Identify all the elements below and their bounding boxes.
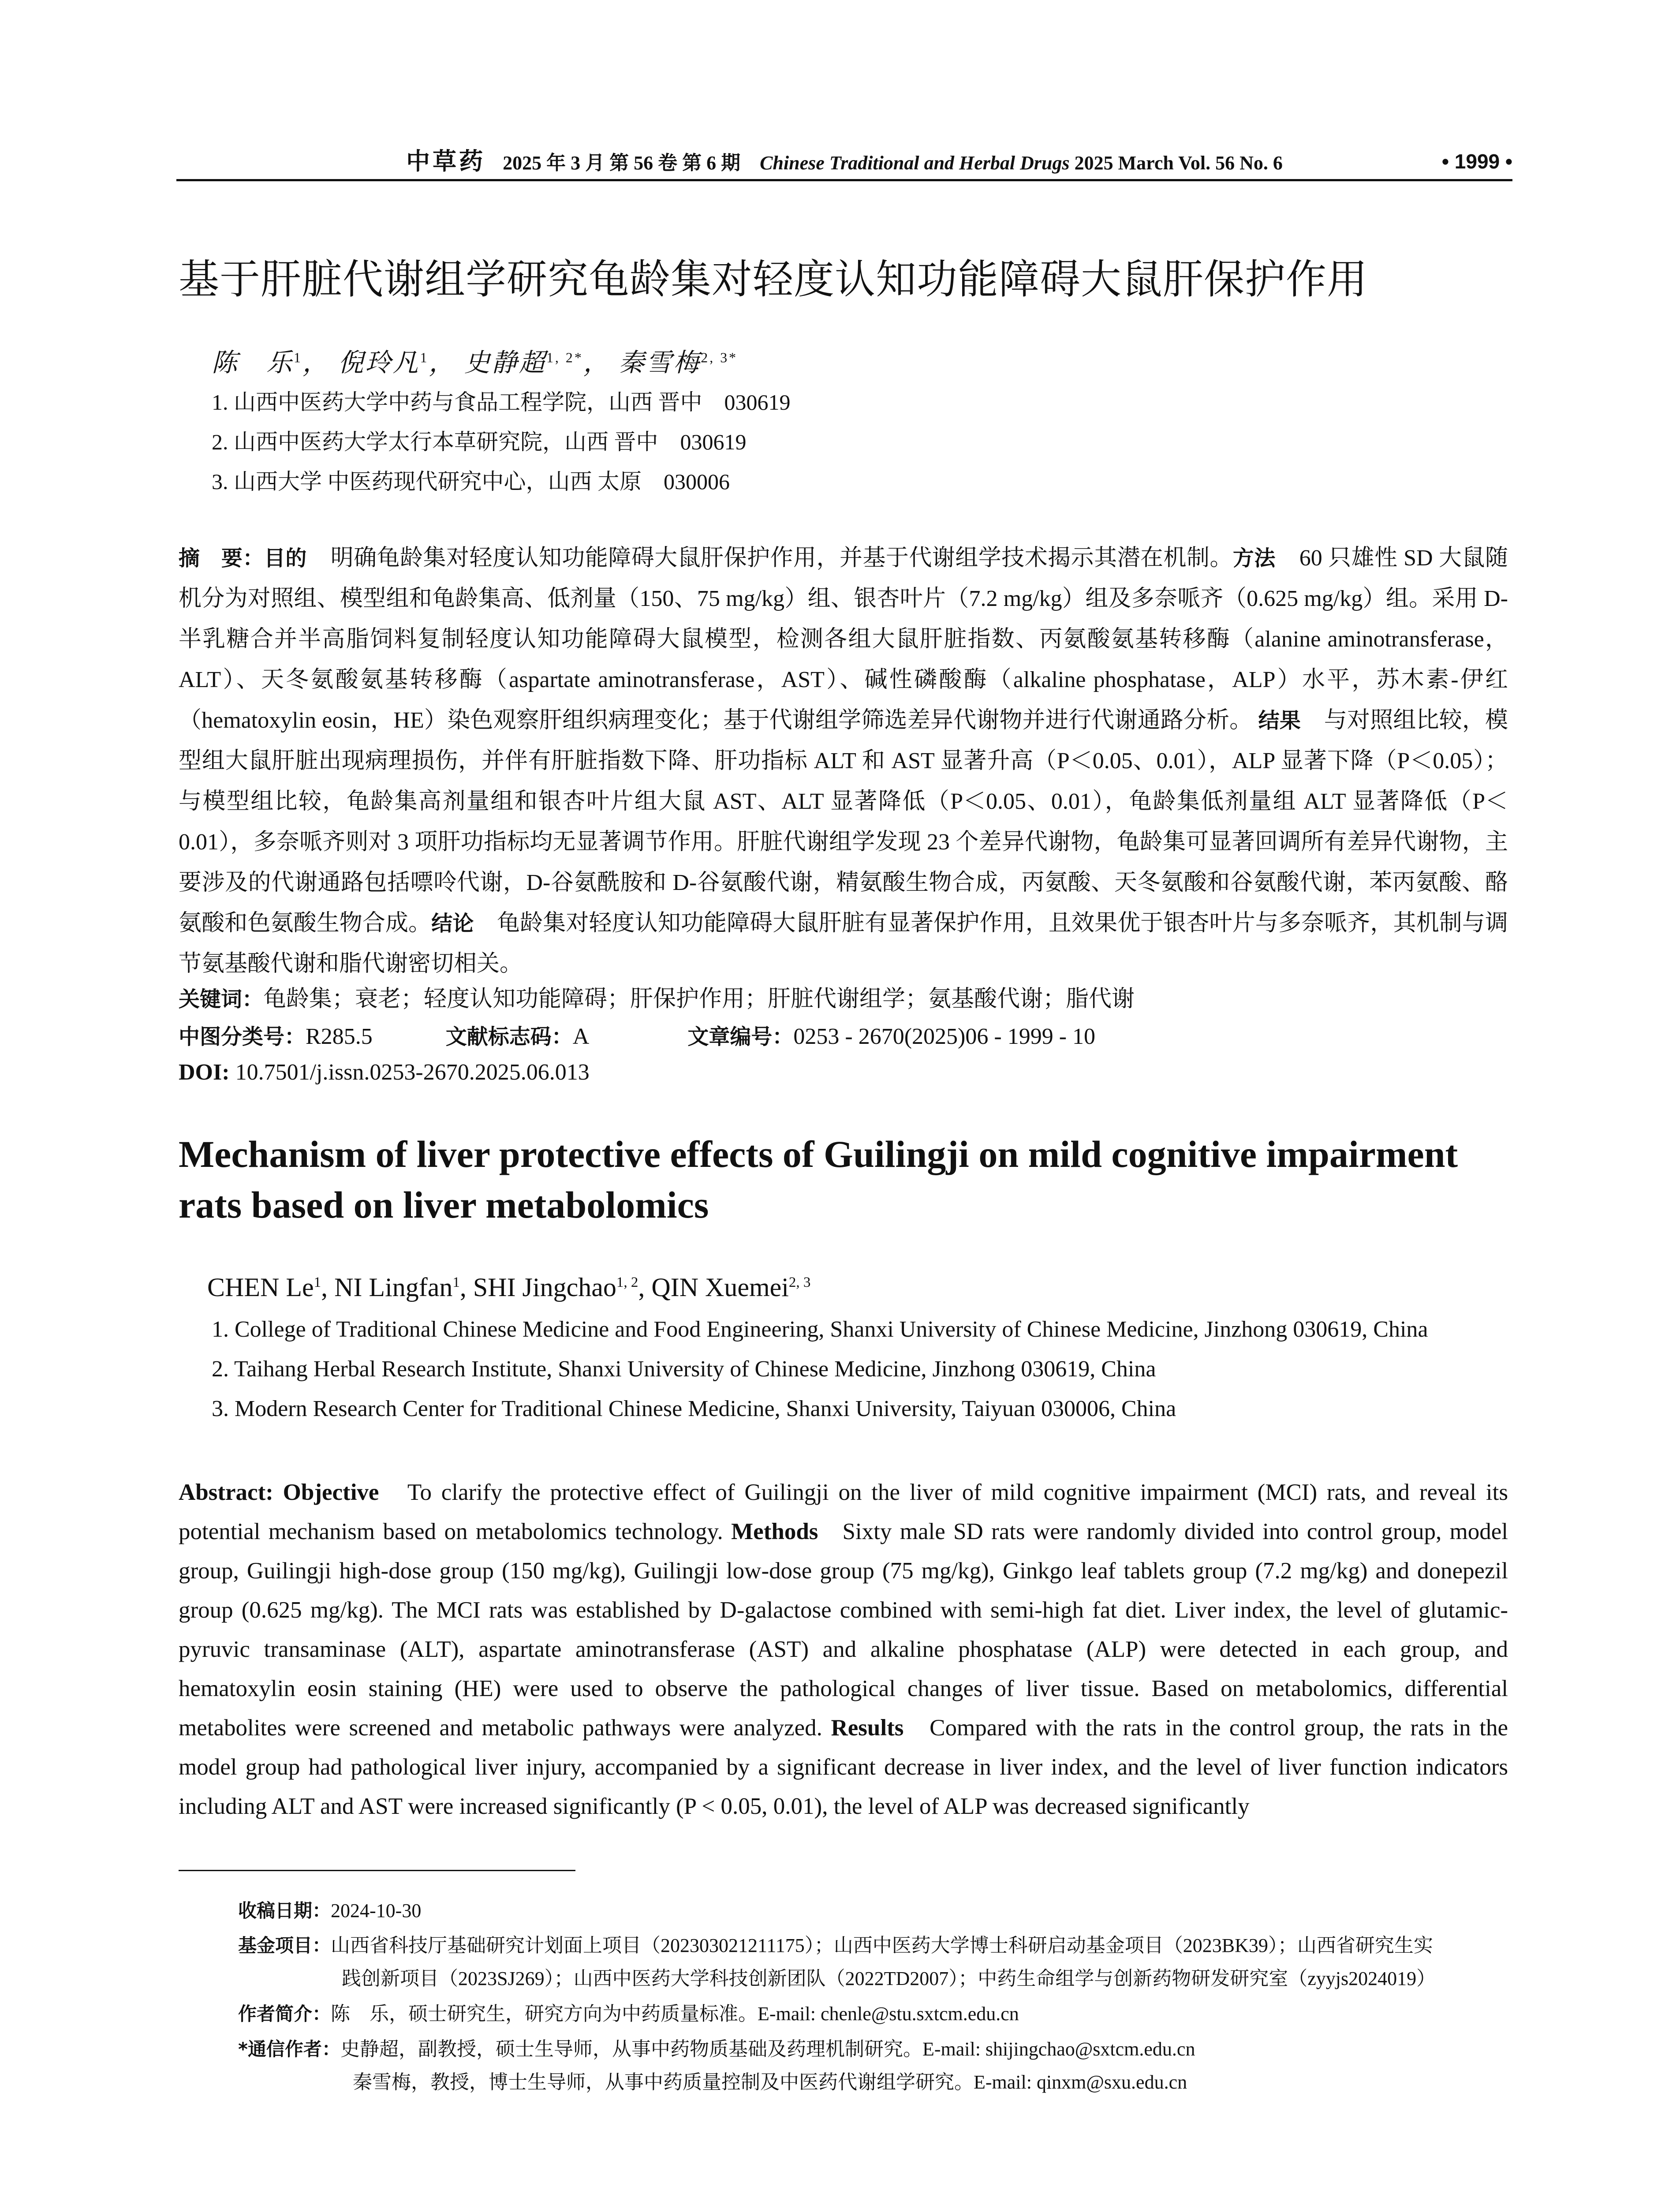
title-en: Mechanism of liver protective effects of Guilingji on mild cognitive impairment rats based on liver metabolomics [179, 1133, 1458, 1226]
author-en: SHI Jingchao [473, 1273, 616, 1302]
article-no-label: 文章编号： [687, 1024, 794, 1049]
doi-value: 10.7501/j.issn.0253-2670.2025.06.013 [235, 1060, 590, 1085]
results-en-text: Compared with the rats in the control group, the rats in the model group had pathological liver injury, accompanied by a significant decrease in liver index, and the level of liver function indicators including ALT and AST were increased significantly (P < 0.05, 0.01), the level of ALP was decreased significantly [179, 1715, 1508, 1819]
author-cn: 秦雪梅 [619, 348, 701, 377]
author-sup: 1 [452, 1274, 460, 1290]
fund-text: 山西省科技厅基础研究计划面上项目（202303021211175）；山西中医药大学博士科研启动基金项目（2023BK39）；山西省研究生实 [331, 1935, 1433, 1956]
footnote-corresponding [238, 2033, 1195, 2061]
received-date: 2024-10-30 [331, 1900, 422, 1921]
clc-value: R285.5 [306, 1024, 373, 1049]
author-sup: 1 [314, 1274, 321, 1290]
methods-en-label: Methods [731, 1519, 818, 1544]
article-no-value: 0253 - 2670(2025)06 - 1999 - 10 [793, 1024, 1096, 1049]
classification-line [179, 1020, 1095, 1050]
affiliation-en: 3. Modern Research Center for Traditional Chinese Medicine, Shanxi University, Taiyuan 030006, China [212, 1396, 1176, 1421]
objective-en-text: To clarify the protective effect of Guilingji on the liver of mild cognitive impairment (MCI) rats, and reveal its potential mechanism based on metabolomics technology. [179, 1480, 1508, 1544]
corresponding-label: *通信作者： [238, 2038, 340, 2060]
keywords-cn [179, 980, 1135, 1013]
keywords-label: 关键词： [179, 987, 264, 1012]
abstract-en-label: Abstract: Objective [179, 1480, 379, 1505]
abstract-cn [179, 538, 1508, 984]
affiliation-cn: 3. 山西大学 中医药现代研究中心，山西 太原 030006 [212, 469, 730, 494]
doc-code-value: A [572, 1024, 588, 1049]
running-header [176, 145, 1512, 178]
methods-en-text: Sixty male SD rats were randomly divided into control group, model group, Guilingji high-dose group (150 mg/kg), Guilingji low-dose group (75 mg/kg), Ginkgo leaf tablets group (7.2 mg/kg) and donepezil group (0.625 mg/kg). The MCI rats was established by D-galactose combined with semi-high fat diet. Liver index, the level of glutamic-pyruvic transaminase (ALT), aspartate aminotransferase (AST) and alkaline phosphatase (ALP) were detected in each group, and hematoxylin eosin staining (HE) were used to observe the pathological changes of liver tissue. Based on metabolomics, differential metabolites were screened and metabolic pathways were analyzed. [179, 1519, 1508, 1741]
affiliation-cn: 2. 山西中医药大学太行本草研究院，山西 晋中 030619 [212, 430, 747, 454]
doi-line [179, 1059, 590, 1085]
abstract-cn-label: 摘 要： [179, 546, 264, 571]
author-sup: 2, 3* [701, 350, 738, 366]
methods-text: 60 只雄性 SD 大鼠随机分为对照组、模型组和龟龄集高、低剂量（150、75 mg/kg）组、银杏叶片（7.2 mg/kg）组及多奈哌齐（0.625 mg/kg）组。采用 D-半乳糖合并半高脂饲料复制轻度认知功能障碍大鼠模型，检测各组大鼠肝脏指数、丙氨酸氨基转移酶（alanine aminotransferase，ALT）、天冬氨酸氨基转移酶（aspartate aminotransferase，AST）、碱性磷酸酶（alkaline phosphatase，ALP）水平，苏木素-伊红（hematoxylin eosin，HE）染色观察肝组织病理变化；基于代谢组学筛选差异代谢物并进行代谢通路分析。 [179, 546, 1508, 733]
bio-label: 作者简介： [238, 2003, 331, 2025]
author-en: NI Lingfan [334, 1273, 453, 1302]
footnote-corresponding-2: 秦雪梅，教授，博士生导师，从事中药质量控制及中医药代谢组学研究。E-mail: qinxm@sxu.edu.cn [353, 2071, 1187, 2093]
footnote-divider [179, 1870, 575, 1871]
author-sup: 1, 2 [616, 1274, 638, 1290]
fund-label: 基金项目： [238, 1935, 331, 1956]
objective-text: 明确龟龄集对轻度认知功能障碍大鼠肝保护作用，并基于代谢组学技术揭示其潜在机制。 [330, 546, 1233, 571]
methods-label: 方法 [1232, 546, 1276, 571]
header-issue-cn: 2025 年 3 月 第 56 卷 第 6 期 [503, 152, 741, 174]
footnote-fund [238, 1929, 1433, 1958]
title-cn: 基于肝脏代谢组学研究龟龄集对轻度认知功能障碍大鼠肝保护作用 [179, 256, 1368, 303]
author-en: QIN Xuemei [651, 1273, 789, 1302]
conclusion-text: 龟龄集对轻度认知功能障碍大鼠肝脏有显著保护作用，且效果优于银杏叶片与多奈哌齐，其机制与调节氨基酸代谢和脂代谢密切相关。 [179, 911, 1508, 976]
doc-code-label: 文献标志码： [445, 1024, 573, 1049]
doi-label: DOI: [179, 1060, 230, 1085]
header-journal-en: Chinese Traditional and Herbal Drugs [760, 152, 1070, 174]
received-label: 收稿日期： [238, 1900, 331, 1921]
header-divider [176, 179, 1512, 181]
abstract-en [179, 1473, 1508, 1826]
clc-label: 中图分类号： [179, 1024, 306, 1049]
authors-cn: 陈 乐$^1$， 倪玲凡$^1$， 史静超$^{1, 2*}$， 秦雪梅$^{2, 3*}$ [212, 348, 738, 377]
author-en: CHEN Le [207, 1273, 314, 1302]
keywords-text: 龟龄集；衰老；轻度认知功能障碍；肝保护作用；肝脏代谢组学；氨基酸代谢；脂代谢 [263, 987, 1135, 1012]
bio-text: 陈 乐，硕士研究生，研究方向为中药质量标准。E-mail: chenle@stu.sxtcm.edu.cn [331, 2003, 1019, 2025]
footnote-bio [238, 1998, 1019, 2026]
affiliation-en: 2. Taihang Herbal Research Institute, Shanxi University of Chinese Medicine, Jinzhong 030619, China [212, 1357, 1156, 1382]
author-cn: 史静超 [464, 348, 546, 377]
affiliation-en: 1. College of Traditional Chinese Medicine and Food Engineering, Shanxi University of Chinese Medicine, Jinzhong 030619, China [212, 1317, 1428, 1342]
footnote-received [238, 1896, 421, 1923]
authors-en: CHEN Le$^1$, NI Lingfan$^1$, SHI Jingchao$^{1, 2}$, QIN Xuemei$^{2, 3}$ [207, 1273, 811, 1302]
page-number: • 1999 • [1441, 150, 1512, 173]
author-cn: 倪玲凡 [338, 348, 420, 377]
corresponding-1: 史静超，副教授，硕士生导师，从事中药物质基础及药理机制研究。E-mail: shijingchao@sxtcm.edu.cn [340, 2038, 1195, 2060]
results-text: 与对照组比较，模型组大鼠肝脏出现病理损伤，并伴有肝脏指数下降、肝功指标 ALT 和 AST 显著升高（P＜0.05、0.01），ALP 显著下降（P＜0.05）；与模型组比较，龟龄集高剂量组和银杏叶片组大鼠 AST、ALT 显著降低（P＜0.05、0.01），龟龄集低剂量组 ALT 显著降低（P＜0.01），多奈哌齐则对 3 项肝功指标均无显著调节作用。肝脏代谢组学发现 23 个差异代谢物，龟龄集可显著回调所有差异代谢物，主要涉及的代谢通路包括嘌呤代谢，D-谷氨酰胺和 D-谷氨酸代谢，精氨酸生物合成，丙氨酸、天冬氨酸和谷氨酸代谢，苯丙氨酸、酪氨酸和色氨酸生物合成。 [179, 708, 1508, 936]
results-label: 结果 [1258, 708, 1301, 733]
affiliation-cn: 1. 山西中医药大学中药与食品工程学院，山西 晋中 030619 [212, 390, 791, 415]
journal-mark: 中草药 [406, 148, 486, 175]
conclusion-label: 结论 [431, 911, 474, 936]
author-sup: 1 [294, 350, 302, 366]
author-sup: 1 [420, 350, 429, 366]
header-issue-en: 2025 March Vol. 56 No. 6 [1074, 152, 1283, 174]
author-cn: 陈 乐 [212, 348, 294, 377]
author-sup: 1, 2* [546, 350, 583, 366]
author-sup: 2, 3 [788, 1274, 811, 1290]
footnote-fund-cont: 践创新项目（2023SJ269）；山西中医药大学科技创新团队（2022TD2007）；中药生命组学与创新药物研发研究室（zyyjs2024019） [342, 1968, 1436, 1989]
objective-label: 目的 [264, 546, 307, 571]
results-en-label: Results [831, 1715, 904, 1741]
